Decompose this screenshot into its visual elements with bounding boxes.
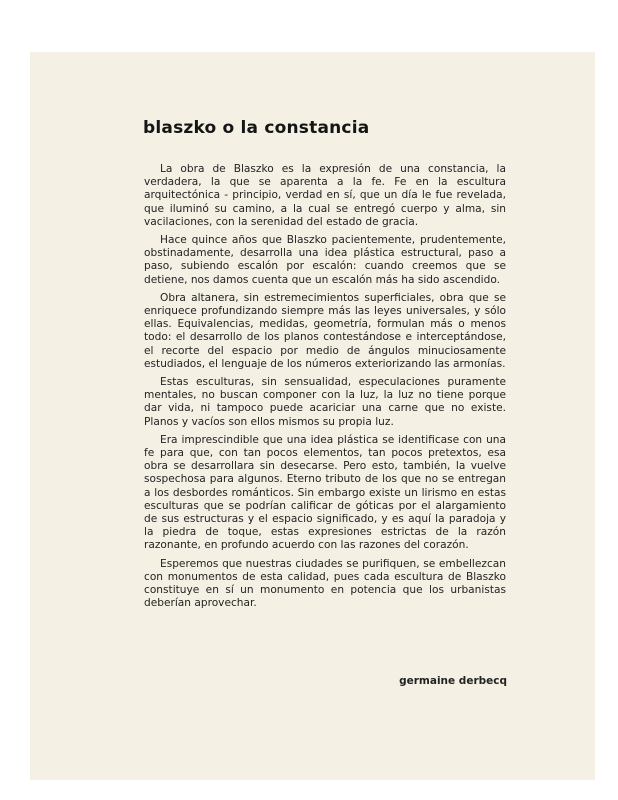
paragraph-6: Esperemos que nuestras ciudades se purifiquen, se embellezcan con monumentos de esta calidad, pues cada escultura de Blaszko constituye en sí un monumento en potencia que los urbanistas deberían aprovechar. [144, 557, 506, 610]
article-title: blaszko o la constancia [143, 118, 370, 138]
paragraph-4: Estas esculturas, sin sensualidad, especulaciones puramente mentales, no buscan componer con la luz, la luz no tiene porque dar vida, ni tampoco puede acariciar una carne que no existe. Planos y vacíos son ellos mismos su propia luz. [144, 376, 506, 428]
paragraph-3: Obra altanera, sin estremecimientos superficiales, obra que se enriquece profundizando siempre más las leyes universales, y sólo ellas. Equivalencias, medidas, geometría, formulan más o menos todo: el desarrollo de los planos contestándose e interceptándose, el recorte del espacio por medio de ángulos minuciosamente estudiados, el lenguaje de los números exteriorizando las armonías. [144, 291, 506, 370]
article-body [144, 163, 506, 616]
paragraph-1: La obra de Blaszko es la expresión de una constancia, la verdadera, la que se aparenta a la fe. Fe en la escultura arquitectónica - principio, verdad en sí, que un día le fue revelada, que iluminó su camino, a la cual se entregó cuerpo y alma, sin vacilaciones, con la serenidad del estado de gracia. [144, 163, 506, 228]
author-signature: germaine derbecq [399, 675, 507, 687]
paragraph-5: Era imprescindible que una idea plástica se identificase con una fe para que, con tan pocos elementos, tan pocos pretextos, esa obra se desarrollara sin desecarse. Pero esto, también, la vuelve sospechosa para algunos. Eterno tributo de los que no se entregan a los desbordes románticos. Sin embargo existe un lirismo en estas esculturas que se podrían calificar de góticas por el alargamiento de sus estructuras y el espacio significado, y es aquí la paradoja y la piedra de toque, estas expresiones estrictas de la razón razonante, en profundo acuerdo con las razones del corazón. [144, 433, 506, 552]
paragraph-2: Hace quince años que Blaszko pacientemente, prudentemente, obstinadamente, desarrolla una idea plástica estructural, paso a paso, subiendo escalón por escalón: cuando creemos que se detiene, nos damos cuenta que un escalón más ha sido ascendido. [144, 234, 506, 286]
